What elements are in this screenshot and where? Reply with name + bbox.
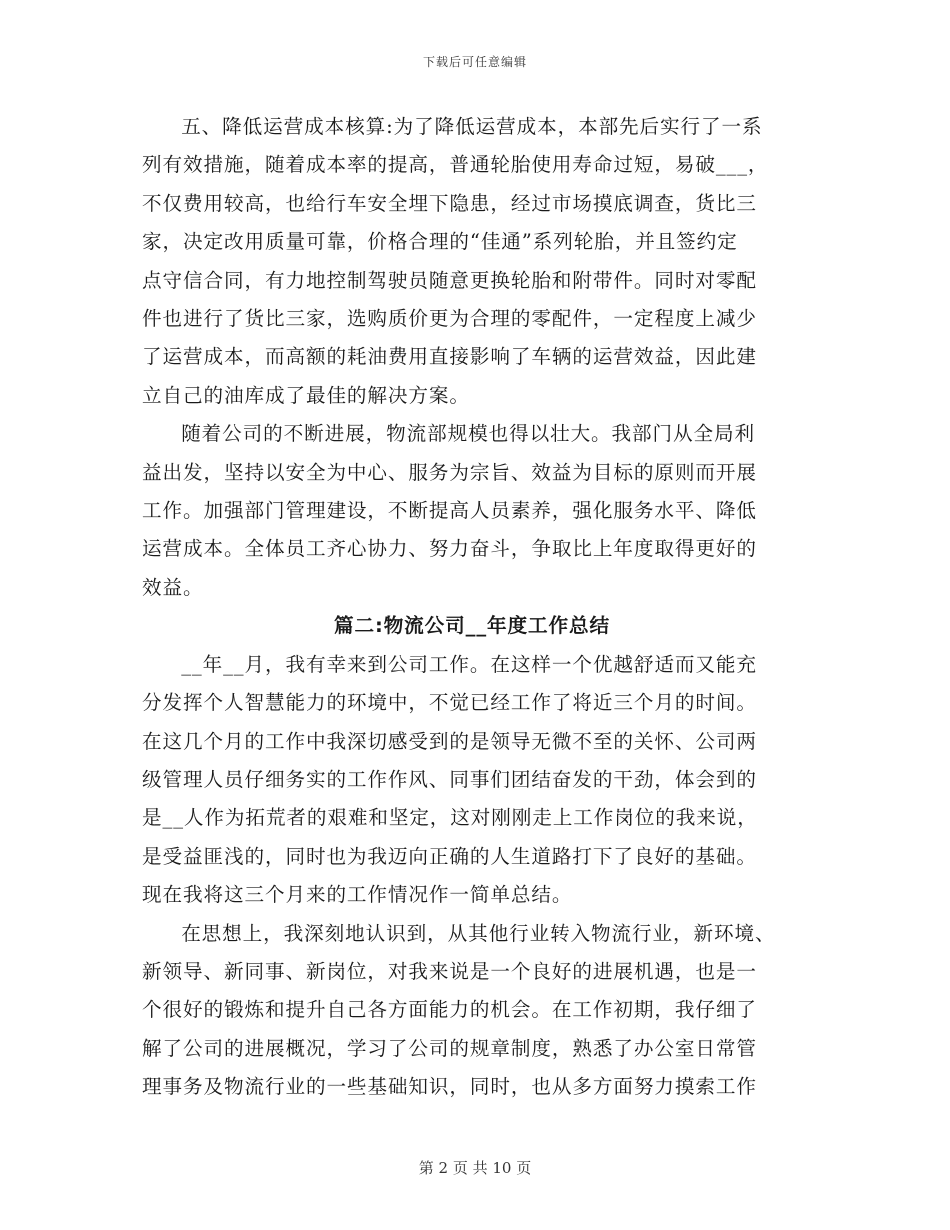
paragraph-department-growth [142, 415, 802, 607]
text-line: 个很好的锻炼和提升自己各方面能力的机会。在工作初期，我仔细了 [142, 998, 757, 1022]
text-line: 在这几个月的工作中我深切感受到的是领导无微不至的关怀、公司两 [142, 729, 757, 753]
text-line: 是__人作为拓荒者的艰难和坚定，这对刚刚走上工作岗位的我来说， [142, 806, 758, 830]
text-line: 分发挥个人智慧能力的环境中，不觉已经工作了将近三个月的时间。 [142, 691, 757, 715]
text-line: __年__月，我有幸来到公司工作。在这样一个优越舒适而又能充 [181, 652, 757, 676]
text-line: 点守信合同，有力地控制驾驶员随意更换轮胎和附带件。同时对零配 [142, 268, 757, 292]
text-line: 立自己的油库成了最佳的解决方案。 [142, 383, 470, 407]
text-line: 级管理人员仔细务实的工作作风、同事们团结奋发的干劲，体会到的 [142, 767, 757, 791]
page-number-footer: 第 2 页 共 10 页 [418, 1159, 532, 1177]
text-line: 随着公司的不断进展，物流部规模也得以壮大。我部门从全局利 [181, 422, 756, 446]
text-line: 运营成本。全体员工齐心协力、努力奋斗，争取比上年度取得更好的 [142, 537, 757, 561]
text-line: 益出发，坚持以安全为中心、服务为宗旨、效益为目标的原则而开展 [142, 460, 757, 484]
section-heading: 篇二:物流公司__年度工作总结 [333, 614, 611, 638]
text-line: 新领导、新同事、新岗位，对我来说是一个良好的进展机遇，也是一 [142, 959, 757, 983]
paragraph-cost-accounting [142, 108, 802, 415]
text-line: 效益。 [142, 575, 204, 599]
text-line: 工作。加强部门管理建设，不断提高人员素养，强化服务水平、降低 [142, 499, 757, 523]
text-line: 理事务及物流行业的一些基础知识，同时，也从多方面努力摸索工作 [142, 1075, 757, 1099]
text-line: 五、降低运营成本核算:为了降低运营成本，本部先后实行了一系 [181, 115, 763, 138]
text-line: 在思想上，我深刻地认识到，从其他行业转入物流行业，新环境、 [181, 921, 776, 945]
text-line: 是受益匪浅的，同时也为我迈向正确的人生道路打下了良好的基础。 [142, 844, 757, 868]
page-header: 下载后可任意编辑 [422, 55, 527, 69]
text-line: 件也进行了货比三家，选购质价更为合理的零配件，一定程度上减少 [142, 307, 757, 331]
text-line: 现在我将这三个月来的工作情况作一简单总结。 [142, 883, 573, 907]
paragraph-introduction [142, 646, 802, 915]
text-line: 不仅费用较高，也给行车安全埋下隐患，经过市场摸底调查，货比三 [142, 191, 757, 215]
document-body [142, 108, 802, 1107]
paragraph-ideology [142, 915, 802, 1107]
text-line: 家，决定改用质量可靠，价格合理的“佳通”系列轮胎，并且签约定 [142, 230, 738, 254]
text-line: 解了公司的进展概况，学习了公司的规章制度，熟悉了办公室日常管 [142, 1036, 757, 1060]
text-line: 了运营成本，而高额的耗油费用直接影响了车辆的运营效益，因此建 [142, 345, 757, 369]
text-line: 列有效措施，随着成本率的提高，普通轮胎使用寿命过短，易破___， [142, 153, 769, 177]
